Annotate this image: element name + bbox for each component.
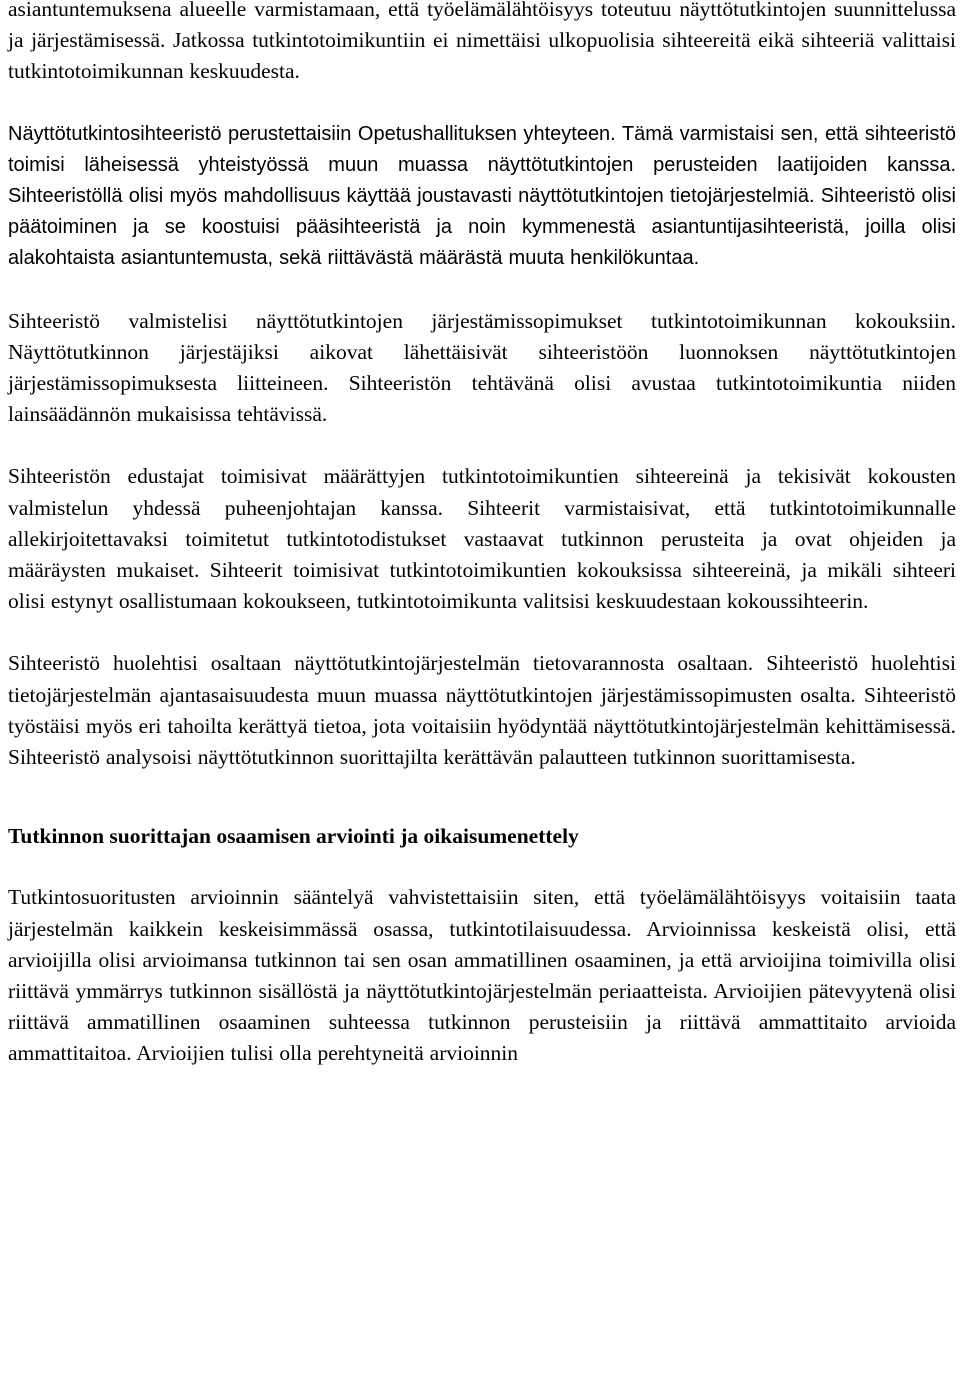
paragraph-agreements: Sihteeristö valmistelisi näyttötutkintojen järjestämissopimukset tutkintotoimikunnan kokouksiin. Näyttötutkinnon järjestäjiksi aikovat lähettäisivät sihteeristöön luonnoksen näyttötutkintojen järjestämissopimuksesta liitteineen. Sihteeristön tehtävänä olisi avustaa tutkintotoimikuntia niiden lainsäädännön mukaisissa tehtävissä. [8,308,956,427]
paragraph-secretariat-founding: Näyttötutkintosihteeristö perustettaisiin Opetushallituksen yhteyteen. Tämä varmistaisi sen, että sihteeristö toimisi läheisessä yhteistyössä muun muassa näyttötutkintojen perusteiden laatijoiden kanssa. Sihteeristöllä olisi myös mahdollisuus käyttää joustavasti näyttötutkintojen tietojärjestelmiä. Sihteeristö olisi päätoiminen ja se koostuisi pääsihteeristä ja noin kymmenestä asiantuntijasihteeristä, joilla olisi alakohtaista asiantuntemusta, sekä riittävästä määrästä muuta henkilökuntaa. [8,122,956,270]
paragraph-assessment: Tutkintosuoritusten arvioinnin sääntelyä vahvistettaisiin siten, että työelämälähtöisyys voitaisiin taata järjestelmän kaikkein keskeisimmässä osassa, tutkintotilaisuudessa. Arvioinnissa keskeistä olisi, että arvioijilla olisi arvioimansa tutkinnon tai sen osan ammatillinen osaaminen, ja että arvioijina toimivilla olisi riittävä ymmärrys tutkinnon sisällöstä ja näyttötutkintojärjestelmän periaatteista. Arvioijien pätevyytenä olisi riittävä ammatillinen osaaminen suhteessa tutkinnon perusteisiin ja riittävä ammattitaito arvioida ammattitaitoa. Arvioijien tulisi olla perehtyneitä arvioinnin [8,885,956,1066]
document-page [8,0,956,1101]
section-heading: Tutkinnon suorittajan osaamisen arviointi ja oikaisumenettely [8,824,579,849]
paragraph-information-system: Sihteeristö huolehtisi osaltaan näyttötutkintojärjestelmän tietovarannosta osaltaan. Sihteeristö huolehtisi tietojärjestelmän ajantasaisuudesta muun muassa näyttötutkintojen järjestämissopimusten osalta. Sihteeristö työstäisi myös eri tahoilta kerättyä tietoa, jota voitaisiin hyödyntää näyttötutkintojärjestelmän kehittämisessä. Sihteeristö analysoisi näyttötutkinnon suorittajilta kerättävän palautteen tutkinnon suorittamisesta. [8,651,956,770]
paragraph-secretaries: Sihteeristön edustajat toimisivat määrättyjen tutkintotoimikuntien sihteereinä ja tekisivät kokousten valmistelun yhdessä puheenjohtajan kanssa. Sihteerit varmistaisivat, että tutkintotoimikunnalle allekirjoitettavaksi toimitetut tutkintotodistukset vastaavat tutkinnon perusteita ja ovat ohjeiden ja määräysten mukaiset. Sihteerit toimisivat tutkintotoimikuntien kokouksissa sihteereinä, ja mikäli sihteeri olisi estynyt osallistumaan kokoukseen, tutkintotoimikunta valitsisi keskuudestaan kokoussihteerin. [8,464,956,614]
paragraph-intro: asiantuntemuksena alueelle varmistamaan, että työelämälähtöisyys toteutuu näyttötutkintojen suunnittelussa ja järjestämisessä. Jatkossa tutkintotoimikuntiin ei nimettäisi ulkopuolisia sihteereitä eikä sihteeriä valittaisi tutkintotoimikunnan keskuudesta. [8,0,956,84]
